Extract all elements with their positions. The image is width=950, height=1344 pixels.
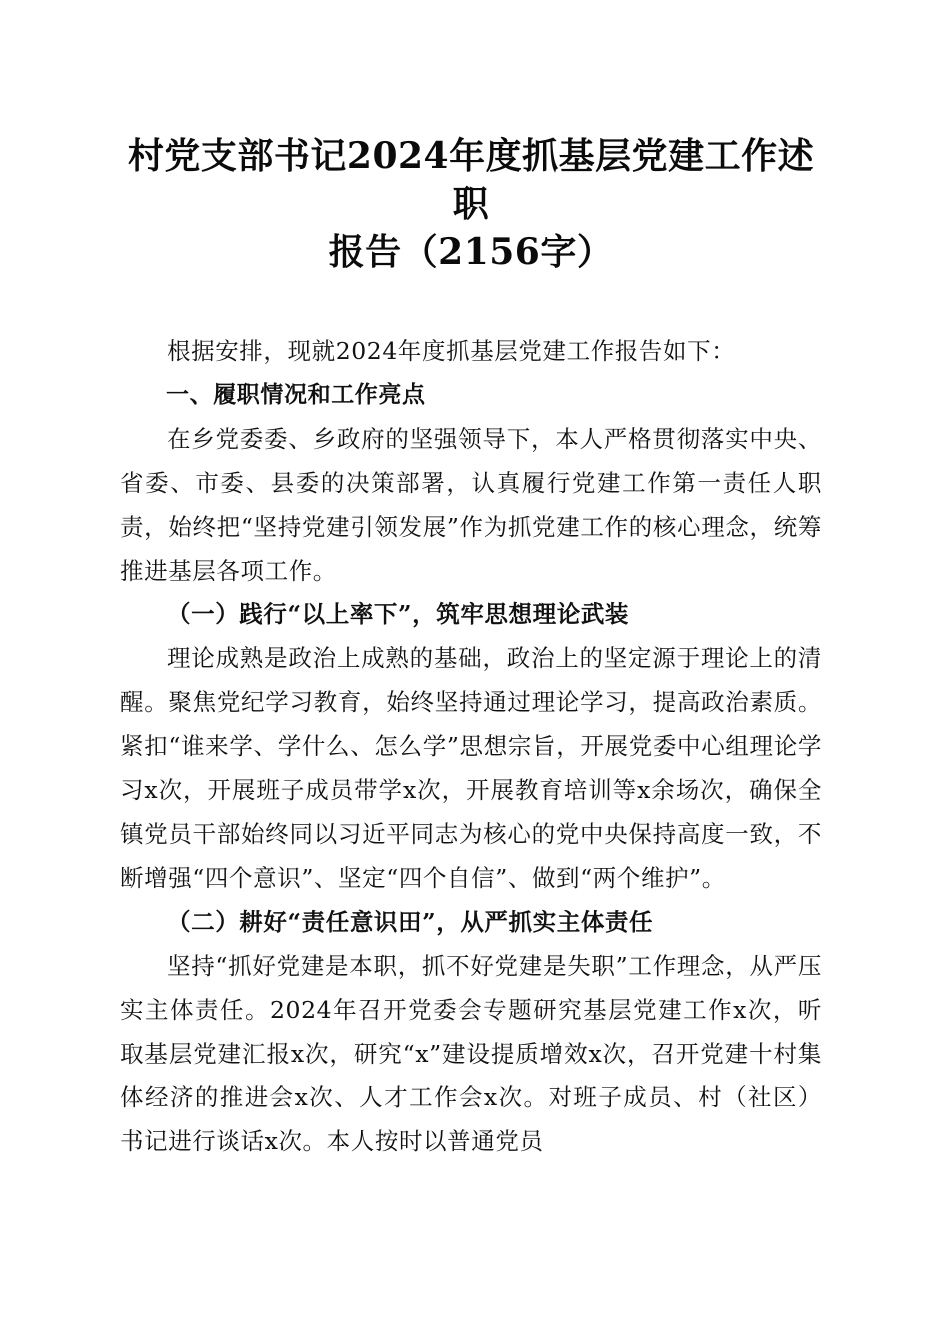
subsection-2-paragraph: 坚持“抓好党建是本职，抓不好党建是失职”工作理念，从严压实主体责任。2024年召开党委会专题研究基层党建工作x次，听取基层党建汇报x次，研究“x”建设提质增效x次，召开党建十村集体经济的推进会x次、人才工作会x次。对班子成员、村（社区）书记进行谈话x次。本人按时以普通党员 xyxy=(120,951,822,1156)
subsection-1-heading: （一）践行“以上率下”，筑牢思想理论武装 xyxy=(167,600,630,629)
document-body xyxy=(120,330,822,1164)
section-1-heading: 一、履职情况和工作亮点 xyxy=(166,381,426,408)
section-1-paragraph: 在乡党委委、乡政府的坚强领导下，本人严格贯彻落实中央、省委、市委、县委的决策部署，认真履行党建工作第一责任人职责，始终把“坚持党建引领发展”作为抓党建工作的核心理念，统筹推进基层各项工作。 xyxy=(120,424,822,585)
document-title xyxy=(120,132,822,276)
intro-paragraph: 根据安排，现就2024年度抓基层党建工作报告如下： xyxy=(167,337,736,365)
subsection-1-paragraph: 理论成熟是政治上成熟的基础，政治上的坚定源于理论上的清醒。聚焦党纪学习教育，始终坚持通过理论学习，提高政治素质。紧扣“谁来学、学什么、怎么学”思想宗旨，开展党委中心组理论学习x次，开展班子成员带学x次，开展教育培训等x余场次，确保全镇党员干部始终同以习近平同志为核心的党中央保持高度一致，不断增强“四个意识”、坚定“四个自信”、做到“两个维护”。 xyxy=(120,644,822,892)
title-line-2: 报告（2156字） xyxy=(328,231,614,273)
title-line-1: 村党支部书记2024年度抓基层党建工作述职 xyxy=(127,135,815,225)
subsection-2-heading: （二）耕好“责任意识田”，从严抓实主体责任 xyxy=(167,907,654,936)
